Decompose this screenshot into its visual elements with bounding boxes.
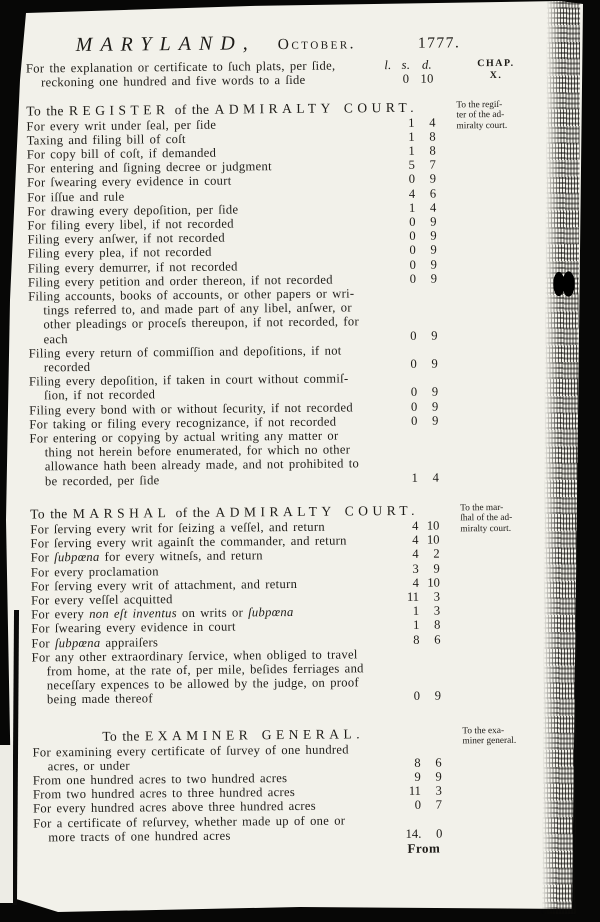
section-register <box>26 85 562 488</box>
fee-shillings: 9 <box>414 769 421 784</box>
fee-item-line: Filing every petition and order thereon, if not recorded <box>27 272 333 290</box>
fee-pence: 8 <box>429 129 436 144</box>
fee-item-line: For ſerving every writ for ſeizing a veſſel, and return <box>30 519 326 537</box>
fee-shillings: 0 <box>410 385 418 400</box>
fee-values <box>403 561 440 576</box>
fee-item-label <box>29 343 401 375</box>
fee-item-line: For copy bill of coſt, if demanded <box>26 145 217 162</box>
fee-pence: 4 <box>432 470 439 485</box>
pence-header: d. <box>421 57 433 72</box>
fee-shillings: 0 <box>410 328 417 343</box>
fee-item-line: For entering and ſigning decree or judgment <box>26 159 272 176</box>
fee-shillings: 0 <box>410 413 418 428</box>
scan-edge-sliver <box>0 745 13 903</box>
fee-item-line: ſion, if not recorded <box>44 387 156 403</box>
fee-shillings: 1 <box>408 115 415 130</box>
fee-item-line: recorded <box>43 359 91 375</box>
margin-note-line: ter of the ad- <box>456 110 505 121</box>
fee-shillings: 1 <box>408 129 415 144</box>
fee-pence: 9 <box>431 356 438 371</box>
fee-item-label <box>29 371 401 403</box>
fee-values <box>399 215 436 230</box>
fee-item-line: Filing every demurrer, if not recorded <box>27 259 238 276</box>
heading-part: of the <box>170 504 216 521</box>
fee-shillings: 8 <box>413 632 420 647</box>
fee-shillings: 4 <box>412 518 419 533</box>
fee-pence: 6 <box>434 632 441 647</box>
fee-item-line: For taking or filing every recognizance, if not recorded <box>29 414 337 432</box>
fee-item-line: From one hundred acres to two hundred acres <box>32 770 288 788</box>
fee-values <box>399 200 436 215</box>
fee-item-line: For entering or copying by actual writing any matter or <box>29 428 339 446</box>
fee-pence: 3 <box>435 783 442 798</box>
fee-item-line: For every hundred acres above three hundred acres <box>33 799 317 816</box>
fee-item-line: For ſerving every writ of attachment, and return <box>30 576 298 594</box>
fee-shillings: 4 <box>408 186 416 201</box>
latin-term: ſubpœna <box>54 550 100 565</box>
fee-item <box>33 811 565 845</box>
fee-pence: 9 <box>435 769 442 784</box>
fee-values <box>403 589 440 604</box>
fee-pence: 8 <box>433 617 441 632</box>
fee-item-line: For examining every certificate of ſurvey of one hundred <box>32 741 349 760</box>
heading-part: To the <box>26 102 70 119</box>
fee-pence: 9 <box>434 688 442 703</box>
fee-shillings: 0 <box>409 229 416 244</box>
fee-values <box>399 158 436 173</box>
fee-pence: 10 <box>426 532 440 547</box>
fee-item-line: Filing every plea, if not recorded <box>27 245 212 261</box>
fee-values <box>380 72 438 87</box>
fee-pence: 9 <box>431 413 439 428</box>
heading-part: of the <box>169 101 215 117</box>
fee-values <box>403 575 440 590</box>
fee-shillings: 1 <box>412 603 420 618</box>
fee-values <box>405 784 442 799</box>
fee-shillings: 4 <box>412 532 419 547</box>
fee-pence: 4 <box>429 115 436 130</box>
fee-item <box>28 284 561 346</box>
fee-pence: 2 <box>433 546 440 561</box>
fee-values <box>402 533 439 548</box>
fee-item-line: Filing every anſwer, if not recorded <box>27 230 226 247</box>
heading-part: REGISTER <box>68 101 170 118</box>
fee-item-label <box>32 647 405 707</box>
heading-part: ADMIRALTY COURT. <box>214 99 419 117</box>
fee-values <box>400 229 437 244</box>
fee-item-line: each <box>43 331 68 347</box>
fee-item-line: Filing accounts, books of accounts, or other papers or wri- <box>28 286 355 304</box>
fee-values <box>402 518 439 533</box>
fee-shillings: 0 <box>410 399 418 414</box>
fee-shillings: 0 <box>409 257 416 272</box>
fee-pence: 9 <box>430 271 438 286</box>
fee-shillings: 1 <box>408 200 416 215</box>
fee-item-line: For the explanation or certificate to ſuch plats, per ſide, <box>25 58 336 76</box>
fee-item-line: For ſwearing every evidence in court <box>31 619 236 636</box>
fee-item-line: Taxing and filing bill of coſt <box>26 131 186 148</box>
heading-part: ADMIRALTY COURT. <box>215 502 420 520</box>
margin-note-line: miralty court. <box>456 120 508 132</box>
fee-pence: 10 <box>426 518 440 533</box>
fee-item-line: From two hundred acres to three hundred acres <box>32 785 296 802</box>
running-head-year: 1777. <box>417 34 461 52</box>
fee-item-line: For every proclamation <box>30 563 159 579</box>
fee-item-line: Filing every return of commiſſion and depoſitions, if not <box>28 343 342 361</box>
fee-values <box>404 689 441 704</box>
fee-item-line: thing not herein before enumerated, for which no other <box>44 442 351 460</box>
fee-shillings: 5 <box>408 158 415 173</box>
fee-item-line: For every writ under ſeal, per ſide <box>26 117 217 134</box>
fee-schedule <box>26 85 565 844</box>
fee-item-line: For ſerving every writ againſt the commander, and return <box>30 533 347 551</box>
fee-pence: 0 <box>435 826 443 841</box>
fee-pence: 9 <box>430 214 437 229</box>
fee-pence: 4 <box>429 200 437 215</box>
margin-note-line: ſhal of the ad- <box>460 513 513 524</box>
fee-pence: 9 <box>431 399 439 414</box>
fee-shillings: 0 <box>408 172 416 187</box>
fee-pence: 10 <box>420 72 434 87</box>
fee-values <box>402 470 439 485</box>
scan-ink-blob <box>552 270 575 298</box>
fee-item-line: other pleadings or proceſs thereupon, if not recorded, for <box>43 314 360 332</box>
section-marshal <box>30 483 564 707</box>
fee-item-label <box>26 58 380 90</box>
latin-term: ſubpœna <box>54 635 101 650</box>
fee-shillings: 0 <box>413 689 421 704</box>
running-head-month: October. <box>277 35 357 54</box>
fee-item-line: neceſſary expences to be allowed by the judge, on proof <box>46 675 360 693</box>
fee-pence: 9 <box>431 328 438 343</box>
currency-columns <box>380 58 438 87</box>
running-head-place: MARYLAND, <box>75 32 256 57</box>
fee-shillings: 11 <box>406 589 420 604</box>
fee-shillings: 0 <box>409 271 417 286</box>
fee-item-line: acres, or under <box>47 758 130 774</box>
fee-values <box>403 547 440 562</box>
fee-item-line: from home, at the rate of, per mile, beſides ferriages and <box>46 661 364 679</box>
fee-item-line: more tracts of one hundred acres <box>48 828 231 845</box>
page-content <box>25 0 565 860</box>
fee-pence: 7 <box>429 157 436 172</box>
fee-item-label <box>29 428 402 488</box>
margin-note-line: To the exa- <box>462 725 505 736</box>
fee-item-line: tings referred to, and made part of any libel, anſwer, or <box>43 300 352 318</box>
fee-shillings: 14. <box>405 826 422 841</box>
fee-values <box>399 144 436 159</box>
fee-item-line: For ſwearing every evidence in court <box>26 173 232 190</box>
fee-values <box>405 826 442 841</box>
fee-shillings: 3 <box>412 561 419 576</box>
latin-term: non eſt inventus <box>89 606 177 622</box>
fee-item-line: For any other extraordinary ſervice, when obliged to travel <box>31 647 358 665</box>
fee-values <box>400 243 437 258</box>
fee-item-line: allowance hath been already made, and not prohibited to <box>44 456 360 474</box>
fee-pence: 9 <box>431 385 439 400</box>
fee-item-line: For every non eſt inventus on writs or ſubpœna <box>31 605 294 622</box>
fee-item-line: For a certificate of reſurvey, whether made up of one or <box>33 813 346 831</box>
fee-values <box>401 413 438 428</box>
fee-values <box>401 385 438 400</box>
fee-item-line: Filing every depoſition, if taken in court without commiſ- <box>28 371 349 389</box>
margin-note-line: miner general. <box>462 735 517 747</box>
fee-shillings: 0 <box>409 243 416 258</box>
heading-part: To the <box>102 727 146 744</box>
heading-part: EXAMINER GENERAL. <box>144 725 365 743</box>
fee-values <box>401 399 438 414</box>
shillings-header: s. <box>401 58 411 73</box>
margin-note-register <box>456 99 554 132</box>
fee-item-line: For drawing every depoſition, per ſide <box>27 202 239 219</box>
fee-pence: 6 <box>435 755 442 770</box>
fee-item <box>32 645 565 707</box>
fee-values <box>399 186 436 201</box>
fee-shillings: 1 <box>408 143 415 158</box>
fee-item-line: be recorded, per ſide <box>44 472 160 489</box>
fee-item-line: For ſubpœna appraiſers <box>31 634 159 651</box>
fee-pence: 6 <box>429 186 437 201</box>
fee-shillings: 0 <box>409 214 416 229</box>
fee-values <box>405 798 442 813</box>
fee-shillings: 1 <box>412 618 420 633</box>
fee-values <box>401 357 438 372</box>
fee-pence: 8 <box>429 143 436 158</box>
fee-item-line: For filing every libel, if not recorded <box>27 216 234 233</box>
fee-values <box>403 618 440 633</box>
fee-pence: 10 <box>427 575 440 590</box>
heading-part: To the <box>30 505 73 522</box>
fee-item-label <box>32 741 404 773</box>
fee-item <box>29 426 562 488</box>
running-head <box>25 0 557 55</box>
latin-term: ſubpœna <box>248 605 294 620</box>
fee-item-line: being made thereof <box>46 691 153 707</box>
chapter-margin-note <box>458 58 534 82</box>
fee-values <box>398 115 435 130</box>
fee-item-line: For ſubpœna for every witneſs, and return <box>30 548 263 565</box>
fee-pence: 9 <box>430 257 437 272</box>
fee-item-label <box>28 286 401 346</box>
fee-pence: 9 <box>429 172 437 187</box>
section-examiner <box>32 702 565 845</box>
fee-pence: 3 <box>433 589 441 604</box>
fee-shillings: 11 <box>408 783 421 799</box>
fee-pence: 9 <box>430 243 437 258</box>
fee-values <box>400 328 437 343</box>
fee-shillings: 1 <box>411 470 418 485</box>
fee-values <box>403 604 440 619</box>
fee-item-line: For every veſſel acquitted <box>31 592 173 608</box>
pounds-header: l. <box>384 58 392 73</box>
fee-item-label <box>33 812 405 844</box>
fee-shillings: 8 <box>414 755 421 770</box>
fee-pence: 9 <box>433 561 440 576</box>
fee-values <box>399 172 436 187</box>
fee-pence: 3 <box>433 603 441 618</box>
fee-item-line: reckoning one hundred and five words to a ſide <box>41 73 306 90</box>
margin-note-line: miralty court. <box>460 523 512 535</box>
heading-part: MARSHAL <box>72 505 171 521</box>
fee-values <box>400 271 437 286</box>
fee-values <box>405 755 442 770</box>
fee-shillings: 0 <box>410 356 417 371</box>
margin-note-line: To the mar- <box>460 502 504 514</box>
fee-item-line: For iſſue and rule <box>27 189 125 205</box>
fee-pence: 7 <box>435 797 443 812</box>
fee-values <box>399 129 436 144</box>
fee-shillings: 0 <box>414 798 422 813</box>
fee-item-line: Filing every bond with or without ſecurity, if not recorded <box>29 400 353 418</box>
fee-values <box>400 257 437 272</box>
currency-header <box>380 58 438 73</box>
fee-shillings: 4 <box>412 575 419 590</box>
margin-note-line: To the regiſ- <box>456 99 503 110</box>
fee-values <box>403 632 440 647</box>
chapter-number: X. <box>489 69 503 81</box>
fee-pence: 9 <box>430 228 437 243</box>
fee-shillings: 0 <box>402 72 410 87</box>
scan-gutter-noise <box>542 0 581 914</box>
catchword: From <box>407 840 441 856</box>
fee-values <box>405 769 442 784</box>
fee-shillings: 4 <box>412 547 419 562</box>
chapter-label: CHAP. <box>477 58 515 70</box>
